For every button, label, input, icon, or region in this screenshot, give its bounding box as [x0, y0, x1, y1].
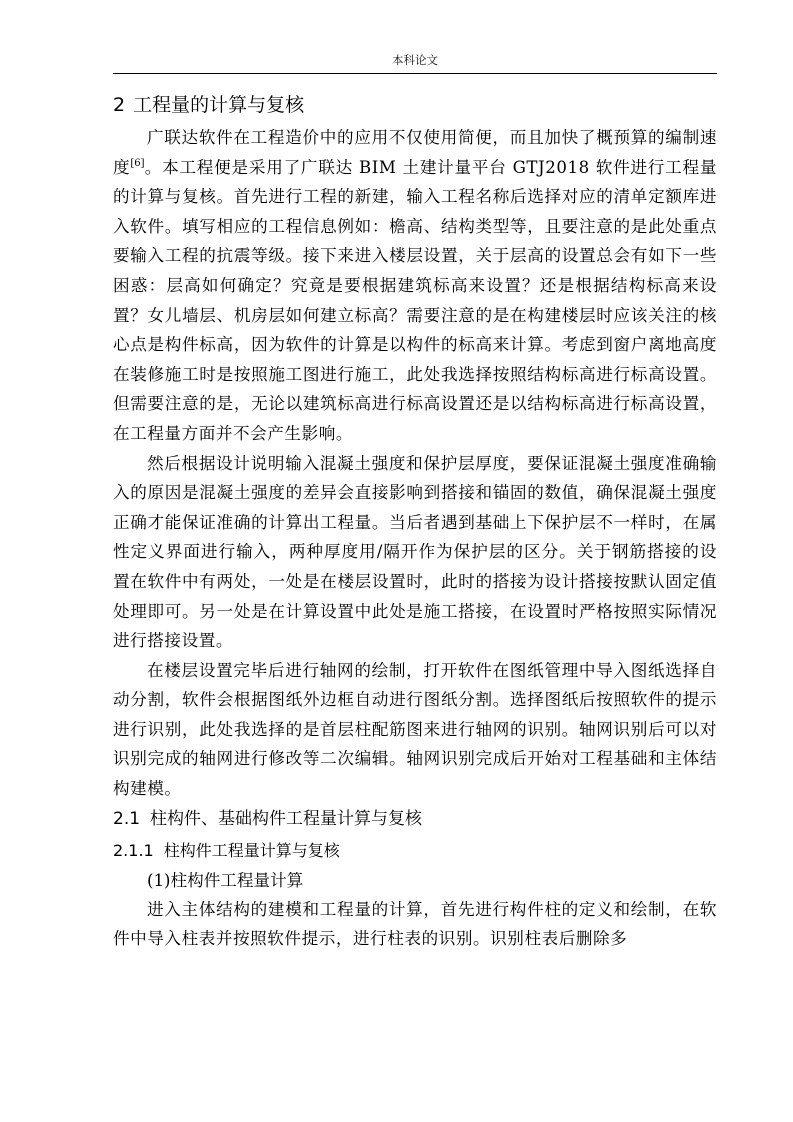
item-heading: (1)柱构件工程量计算	[147, 870, 304, 890]
document-body	[113, 92, 717, 954]
running-header: 本科论文	[392, 53, 438, 67]
paragraph-1-text-b: 。本工程便是采用了广联达 BIM 土建计量平台 GTJ2018 软件进行工程量的计算与复核。首先进行工程的新建，输入工程名称后选择对应的清单定额库进入软件。填写相应的工程信息例如：檐高、结构类型等，且要注意的是此处重点要输入工程的抗震等级。接下来进入楼层设置，关于层高的设置总会有如下一些困惑：层高如何确定？究竟是要根据建筑标高来设置？还是根据结构标高来设置？女儿墙层、机房层如何建立标高？需要注意的是在构建楼层时应该关注的核心点是构件标高，因为软件的计算是以构件的标高来计算。考虑到窗户离地高度在装修施工时是按照施工图进行施工，此处我选择按照结构标高进行标高设置。但需要注意的是，无论以建筑标高进行标高设置还是以结构标高进行标高设置，在工程量方面并不会产生影响。	[113, 157, 717, 443]
subsection-heading	[113, 804, 717, 835]
subsubsection-title: 柱构件工程量计算与复核	[163, 840, 340, 860]
subsubsection-number: 2.1.1	[113, 840, 154, 860]
paragraph-1-text-a: 广联达软件在工程造价中的应用不仅使用简便，而且加快了概预算的编制速度	[113, 128, 717, 177]
subsection-number: 2.1	[113, 808, 141, 829]
paragraph-2: 然后根据设计说明输入混凝土强度和保护层厚度，要保证混凝土强度准确输入的原因是混凝土强度的差异会直接影响到搭接和锚固的数值，确保混凝土强度正确才能保证准确的计算出工程量。当后者遇到基础上下保护层不一样时，在属性定义界面进行输入，两种厚度用/隔开作为保护层的区分。关于钢筋搭接的设置在软件中有两处，一处是在楼层设置时，此时的搭接为设计搭接按默认固定值处理即可。另一处是在计算设置中此处是施工搭接，在设置时严格按照实际情况进行搭接设置。	[113, 453, 717, 651]
header-rule	[113, 73, 717, 74]
subsection-title: 柱构件、基础构件工程量计算与复核	[150, 808, 423, 829]
paragraph-1	[113, 123, 717, 449]
section-title: 工程量的计算与复核	[133, 94, 305, 116]
paragraph-3: 在楼层设置完毕后进行轴网的绘制，打开软件在图纸管理中导入图纸选择自动分割，软件会根据图纸外边框自动进行图纸分割。选择图纸后按照软件的提示进行识别，此处我选择的是首层柱配筋图来进行轴网的识别。轴网识别后可以对识别完成的轴网进行修改等二次编辑。轴网识别完成后开始对工程基础和主体结构建模。	[113, 660, 717, 799]
citation-ref: [6]	[130, 157, 145, 169]
section-number: 2	[113, 94, 126, 116]
section-heading	[113, 92, 717, 118]
paragraph-4: 进入主体结构的建模和工程量的计算，首先进行构件柱的定义和绘制，在软件中导入柱表并按照软件提示，进行柱表的识别。识别柱表后删除多	[113, 899, 717, 949]
subsubsection-heading	[113, 835, 717, 866]
